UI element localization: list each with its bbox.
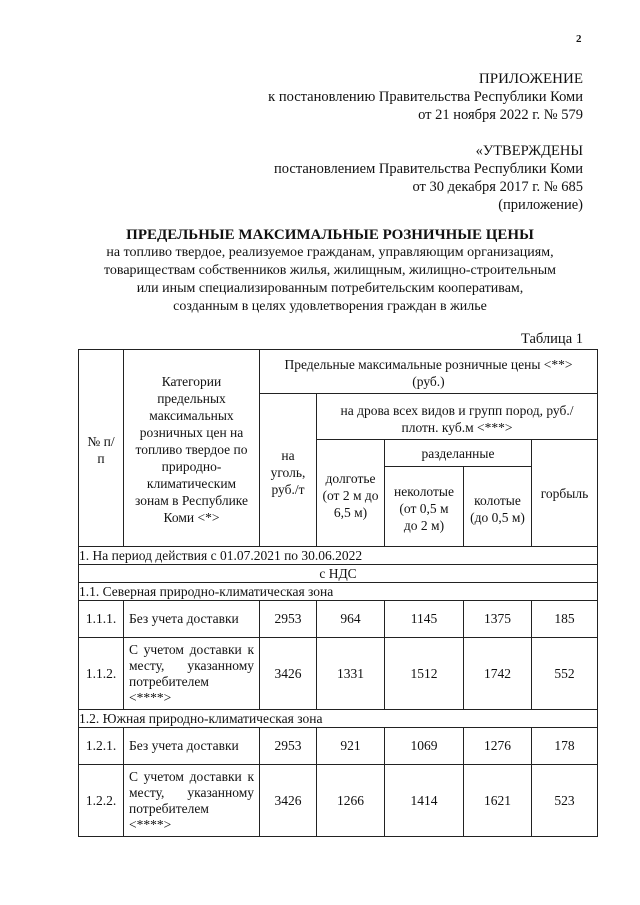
header-firewood: на дрова всех видов и групп пород, руб./плотн. куб.м <***>: [317, 394, 598, 440]
row-coal: 3426: [260, 638, 317, 710]
price-table: [78, 349, 598, 837]
document-title: [60, 226, 600, 316]
row-slab: 178: [532, 728, 598, 765]
row-desc: Без учета доставки: [124, 601, 260, 638]
row-long: 921: [317, 728, 385, 765]
row-long: 1266: [317, 765, 385, 837]
period-row: 1. На период действия с 01.07.2021 по 30.06.2022: [79, 547, 598, 565]
appendix-date: от 21 ноября 2022 г. № 579: [418, 107, 583, 123]
header-slab: горбыль: [532, 440, 598, 547]
header-long: долготье (от 2 м до 6,5 м): [317, 440, 385, 547]
header-coal: на уголь, руб./т: [260, 394, 317, 547]
approved-title: «УТВЕРЖДЕНЫ: [475, 143, 583, 159]
row-num: 1.1.2.: [79, 638, 124, 710]
row-num: 1.2.1.: [79, 728, 124, 765]
title-sub-1: на топливо твердое, реализуемое гражданам, управляющим организациям,: [106, 245, 554, 260]
appendix-title: ПРИЛОЖЕНИЕ: [478, 71, 583, 87]
table-row: [79, 638, 598, 710]
row-unsplit: 1069: [385, 728, 464, 765]
header-split: разделанные: [385, 440, 532, 467]
approved-note: (приложение): [498, 197, 583, 213]
header-unsplit: неколотые (от 0,5 м до 2 м): [385, 467, 464, 547]
approved-line: постановлением Правительства Республики Коми: [274, 161, 583, 177]
approved-header: [274, 142, 583, 214]
row-chopped: 1742: [464, 638, 532, 710]
zone-north-row: 1.1. Северная природно-климатическая зона: [79, 583, 598, 601]
row-long: 964: [317, 601, 385, 638]
title-sub-4: созданным в целях удовлетворения граждан в жилье: [173, 299, 487, 314]
row-coal: 3426: [260, 765, 317, 837]
zone-south-row: 1.2. Южная природно-климатическая зона: [79, 710, 598, 728]
appendix-line: к постановлению Правительства Республики Коми: [268, 89, 583, 105]
row-slab: 185: [532, 601, 598, 638]
table-row: [79, 601, 598, 638]
appendix-header: [268, 70, 583, 124]
row-num: 1.2.2.: [79, 765, 124, 837]
header-category: Категории предельных максимальных розничных цен на топливо твердое по природно-климатическим зонам в Республике Коми <*>: [124, 350, 260, 547]
approved-date: от 30 декабря 2017 г. № 685: [412, 179, 583, 195]
row-coal: 2953: [260, 601, 317, 638]
title-sub-3: или иным специализированным потребительским кооперативам,: [136, 281, 524, 296]
table-row: [79, 728, 598, 765]
vat-row: с НДС: [79, 565, 598, 583]
row-desc: Без учета доставки: [124, 728, 260, 765]
row-num: 1.1.1.: [79, 601, 124, 638]
row-unsplit: 1414: [385, 765, 464, 837]
row-chopped: 1621: [464, 765, 532, 837]
header-prices: Предельные максимальные розничные цены <**> (руб.): [260, 350, 598, 394]
title-sub-2: товариществам собственников жилья, жилищным, жилищно-строительным: [103, 263, 557, 278]
row-unsplit: 1512: [385, 638, 464, 710]
row-desc: С учетом доставки к месту, указанному потребителем <****>: [124, 638, 260, 710]
row-chopped: 1375: [464, 601, 532, 638]
row-slab: 523: [532, 765, 598, 837]
row-unsplit: 1145: [385, 601, 464, 638]
title-main: ПРЕДЕЛЬНЫЕ МАКСИМАЛЬНЫЕ РОЗНИЧНЫЕ ЦЕНЫ: [126, 227, 534, 243]
row-slab: 552: [532, 638, 598, 710]
row-desc: С учетом доставки к месту, указанному потребителем <****>: [124, 765, 260, 837]
table-row: [79, 765, 598, 837]
row-coal: 2953: [260, 728, 317, 765]
table-caption: Таблица 1: [520, 331, 583, 347]
row-long: 1331: [317, 638, 385, 710]
row-chopped: 1276: [464, 728, 532, 765]
header-chopped: колотые (до 0,5 м): [464, 467, 532, 547]
page-number: 2: [576, 33, 582, 45]
header-num: № п/п: [79, 350, 124, 547]
